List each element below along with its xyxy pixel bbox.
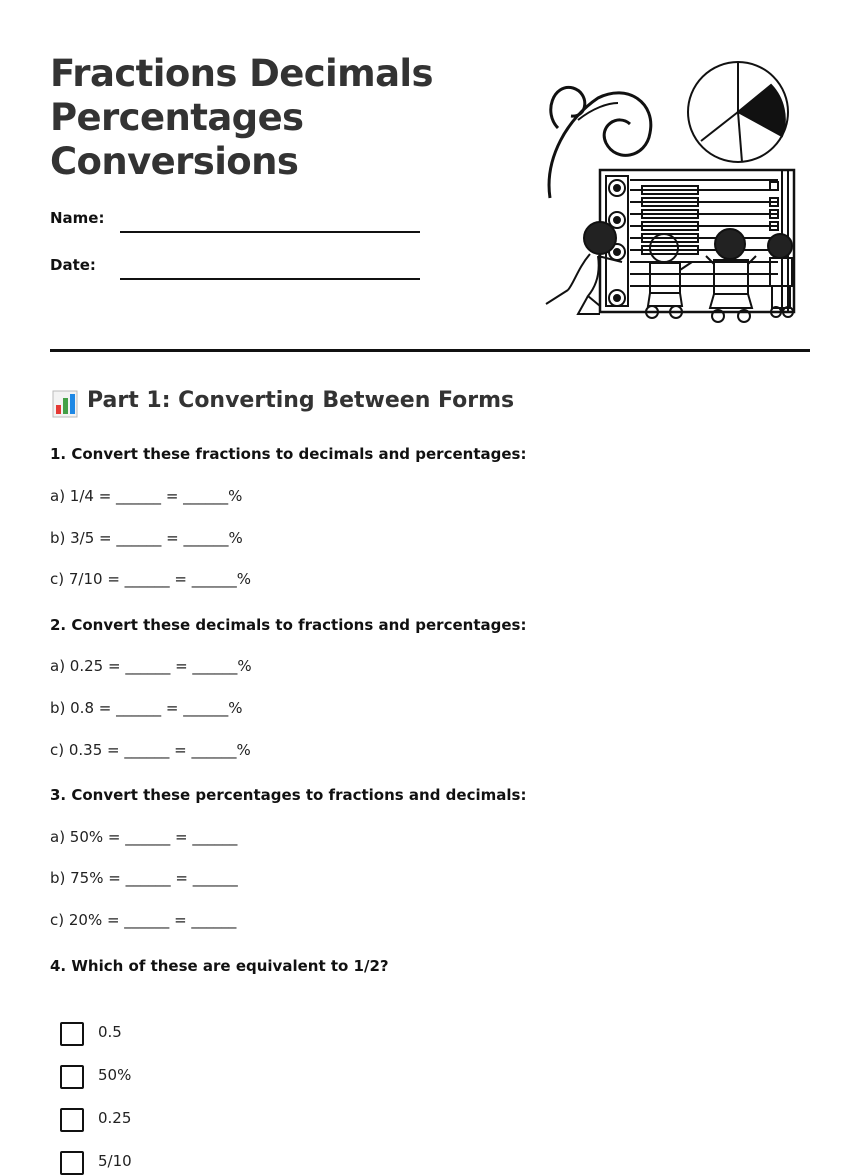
name-label: Name:: [50, 209, 105, 227]
option-label: 0.25: [98, 1109, 132, 1127]
children-at-abacus-illustration: [538, 58, 800, 328]
worksheet-title: [50, 52, 490, 184]
date-field[interactable]: [120, 278, 420, 280]
question-2b[interactable]: b) 0.8 = ______ = ______%: [50, 699, 243, 717]
question-3a[interactable]: a) 50% = ______ = ______: [50, 828, 238, 846]
title-line-2: Percentages: [50, 96, 304, 139]
question-2c[interactable]: c) 0.35 = ______ = ______%: [50, 741, 251, 759]
option-label: 0.5: [98, 1023, 122, 1041]
question-3-heading: 3. Convert these percentages to fractions and decimals:: [50, 786, 527, 804]
question-1b[interactable]: b) 3/5 = ______ = ______%: [50, 529, 243, 547]
question-2a[interactable]: a) 0.25 = ______ = ______%: [50, 657, 252, 675]
checkbox[interactable]: [60, 1151, 84, 1175]
title-line-1: Fractions Decimals: [50, 52, 433, 95]
question-3b[interactable]: b) 75% = ______ = ______: [50, 869, 238, 887]
checkbox[interactable]: [60, 1108, 84, 1132]
checkbox[interactable]: [60, 1022, 84, 1046]
question-3c[interactable]: c) 20% = ______ = ______: [50, 911, 237, 929]
question-4-heading: 4. Which of these are equivalent to 1/2?: [50, 957, 389, 975]
option-label: 5/10: [98, 1152, 132, 1170]
section-title: Part 1: Converting Between Forms: [87, 388, 515, 413]
bar-chart-icon: [52, 390, 78, 418]
header-divider: [50, 349, 810, 352]
date-label: Date:: [50, 256, 96, 274]
question-2-heading: 2. Convert these decimals to fractions and percentages:: [50, 616, 527, 634]
name-field[interactable]: [120, 231, 420, 233]
option-label: 50%: [98, 1066, 132, 1084]
question-1-heading: 1. Convert these fractions to decimals and percentages:: [50, 445, 527, 463]
checkbox[interactable]: [60, 1065, 84, 1089]
question-1c[interactable]: c) 7/10 = ______ = ______%: [50, 570, 252, 588]
question-1a[interactable]: a) 1/4 = ______ = ______%: [50, 487, 243, 505]
title-line-3: Conversions: [50, 140, 299, 183]
